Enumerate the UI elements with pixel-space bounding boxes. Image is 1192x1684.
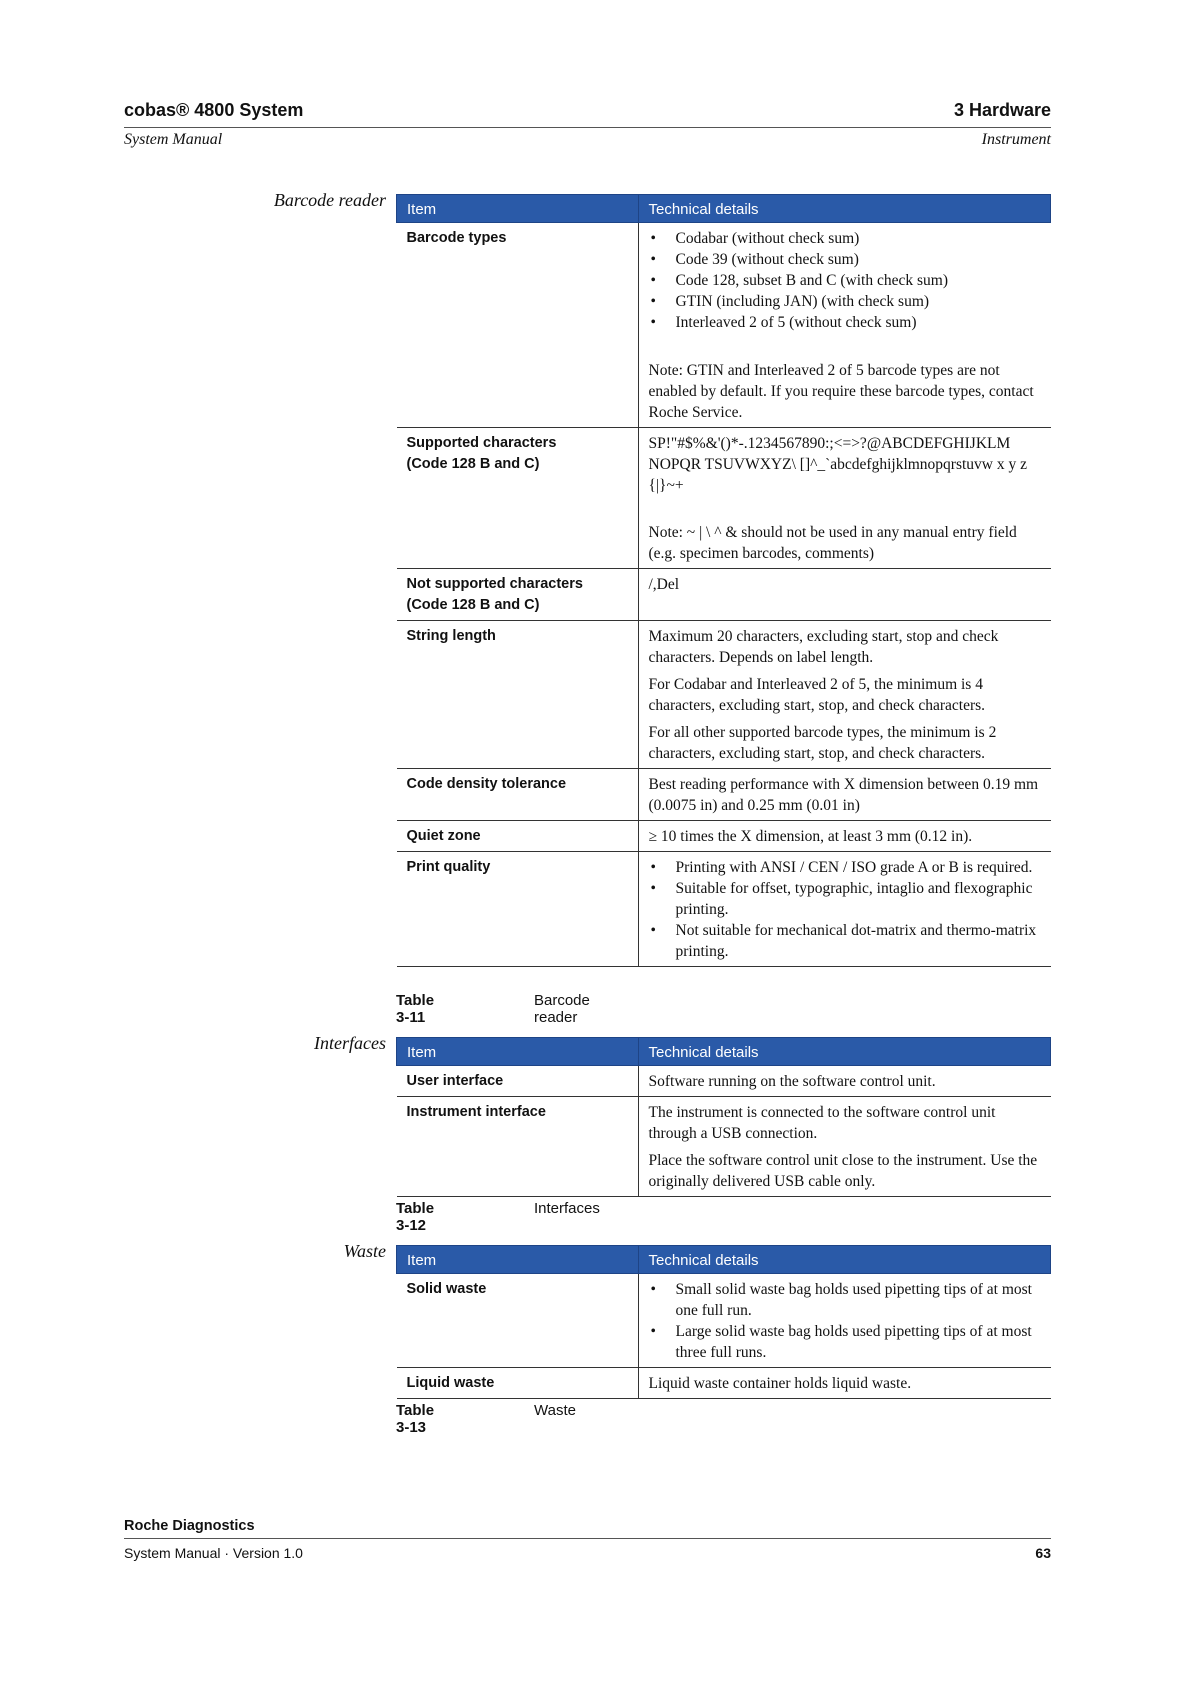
row-label: String length	[397, 621, 639, 769]
row-label: Quiet zone	[397, 821, 639, 852]
row-label	[397, 569, 639, 621]
row-label-line: (Code 128 B and C)	[406, 456, 540, 472]
list-item: • Small solid waste bag holds used pipetting tips of at most one full run.	[649, 1279, 1041, 1321]
row-details	[638, 852, 1051, 967]
detail-paragraph: Place the software control unit close to the instrument. Use the originally delivered USB cable only.	[648, 1152, 1038, 1190]
barcode-side-label: Barcode reader	[273, 190, 386, 210]
detail-paragraph: The instrument is connected to the software control unit through a USB connection.	[648, 1104, 996, 1142]
section-title: Instrument	[981, 131, 1051, 148]
note-text: Note: GTIN and Interleaved 2 of 5 barcode types are not enabled by default. If you require these barcode types, contact Roche Service.	[648, 362, 1034, 421]
table-row	[397, 428, 1051, 569]
row-label: Print quality	[397, 852, 639, 967]
waste-table	[396, 1245, 1051, 1399]
interfaces-table	[396, 1037, 1051, 1197]
interfaces-side-label: Interfaces	[314, 1033, 386, 1053]
document-subtitle: System Manual	[124, 131, 223, 148]
row-details	[638, 223, 1051, 428]
table-row	[397, 852, 1051, 967]
table-row	[397, 1368, 1051, 1399]
column-header-item: Item	[397, 195, 639, 223]
row-details: Liquid waste container holds liquid waste.	[638, 1368, 1051, 1399]
footer-company: Roche Diagnostics	[124, 1518, 255, 1534]
table-row	[397, 821, 1051, 852]
list-item: • GTIN (including JAN) (with check sum)	[649, 291, 1041, 312]
detail-paragraph: Maximum 20 characters, excluding start, stop and check characters. Depends on label length.	[648, 628, 999, 666]
list-item: • Not suitable for mechanical dot-matrix and thermo-matrix printing.	[649, 920, 1041, 962]
column-header-item: Item	[397, 1246, 639, 1274]
note-text: Note: ~ | \ ^ & should not be used in any manual entry field (e.g. specimen barcodes, comments)	[648, 524, 1017, 562]
page-number: 63	[1035, 1545, 1051, 1561]
list-item: • Printing with ANSI / CEN / ISO grade A or B is required.	[649, 857, 1041, 878]
column-header-details: Technical details	[638, 195, 1051, 223]
list-item: • Code 128, subset B and C (with check sum)	[649, 270, 1041, 291]
bullet-list	[649, 857, 1041, 962]
row-label: Solid waste	[397, 1274, 639, 1368]
row-details	[638, 428, 1051, 569]
row-details: /,Del	[638, 569, 1051, 621]
list-item: • Large solid waste bag holds used pipetting tips of at most three full runs.	[649, 1321, 1041, 1363]
list-item: • Interleaved 2 of 5 (without check sum)	[649, 312, 1041, 333]
column-header-item: Item	[397, 1038, 639, 1066]
supported-characters-text: SP!"#$%&'()*-.1234567890:;<=>?@ABCDEFGHIJKLM NOPQR TSUVWXYZ\ []^_`abcdefghijklmnopqrstuvw x y z {|}~+	[648, 435, 1028, 494]
row-label: Barcode types	[397, 223, 639, 428]
table-row	[397, 769, 1051, 821]
caption-number: Table 3-12	[396, 1200, 435, 1234]
column-header-details: Technical details	[638, 1038, 1051, 1066]
row-label-line: (Code 128 B and C)	[406, 597, 540, 613]
table-row	[397, 1097, 1051, 1197]
row-details	[638, 1274, 1051, 1368]
footer-divider	[124, 1538, 1051, 1539]
document-title: cobas® 4800 System	[124, 100, 304, 120]
detail-paragraph: For Codabar and Interleaved 2 of 5, the minimum is 4 characters, excluding start, stop, and check characters.	[648, 676, 986, 714]
row-details: ≥ 10 times the X dimension, at least 3 mm (0.12 in).	[638, 821, 1051, 852]
row-label-line: Supported characters	[406, 435, 557, 451]
table-row	[397, 223, 1051, 428]
row-label: Instrument interface	[397, 1097, 639, 1197]
header-divider	[124, 127, 1051, 128]
caption-number: Table 3-11	[396, 992, 435, 1026]
bullet-list	[649, 1279, 1041, 1363]
footer-manual-version: System Manual · Version 1.0	[124, 1545, 303, 1561]
row-details	[638, 1097, 1051, 1197]
row-label: User interface	[397, 1066, 639, 1097]
list-item: • Code 39 (without check sum)	[649, 249, 1041, 270]
table-row	[397, 1066, 1051, 1097]
caption-number: Table 3-13	[396, 1402, 435, 1436]
list-item: • Codabar (without check sum)	[649, 228, 1041, 249]
row-details	[638, 621, 1051, 769]
table-row	[397, 621, 1051, 769]
table-row	[397, 1274, 1051, 1368]
barcode-reader-table	[396, 194, 1051, 967]
waste-side-label: Waste	[343, 1241, 386, 1261]
caption-text: Barcode reader	[534, 992, 590, 1026]
caption-text: Interfaces	[534, 1200, 600, 1217]
detail-paragraph: For all other supported barcode types, the minimum is 2 characters, excluding start, stop, and check characters.	[648, 724, 997, 762]
table-row	[397, 569, 1051, 621]
row-label: Code density tolerance	[397, 769, 639, 821]
bullet-list	[649, 228, 1041, 333]
caption-text: Waste	[534, 1402, 576, 1419]
column-header-details: Technical details	[638, 1246, 1051, 1274]
row-details: Software running on the software control unit.	[638, 1066, 1051, 1097]
list-item: • Suitable for offset, typographic, intaglio and flexographic printing.	[649, 878, 1041, 920]
row-label: Liquid waste	[397, 1368, 639, 1399]
row-label-line: Not supported characters	[406, 576, 583, 592]
chapter-title: 3 Hardware	[953, 100, 1051, 120]
row-label	[397, 428, 639, 569]
row-details: Best reading performance with X dimension between 0.19 mm (0.0075 in) and 0.25 mm (0.01 in)	[638, 769, 1051, 821]
